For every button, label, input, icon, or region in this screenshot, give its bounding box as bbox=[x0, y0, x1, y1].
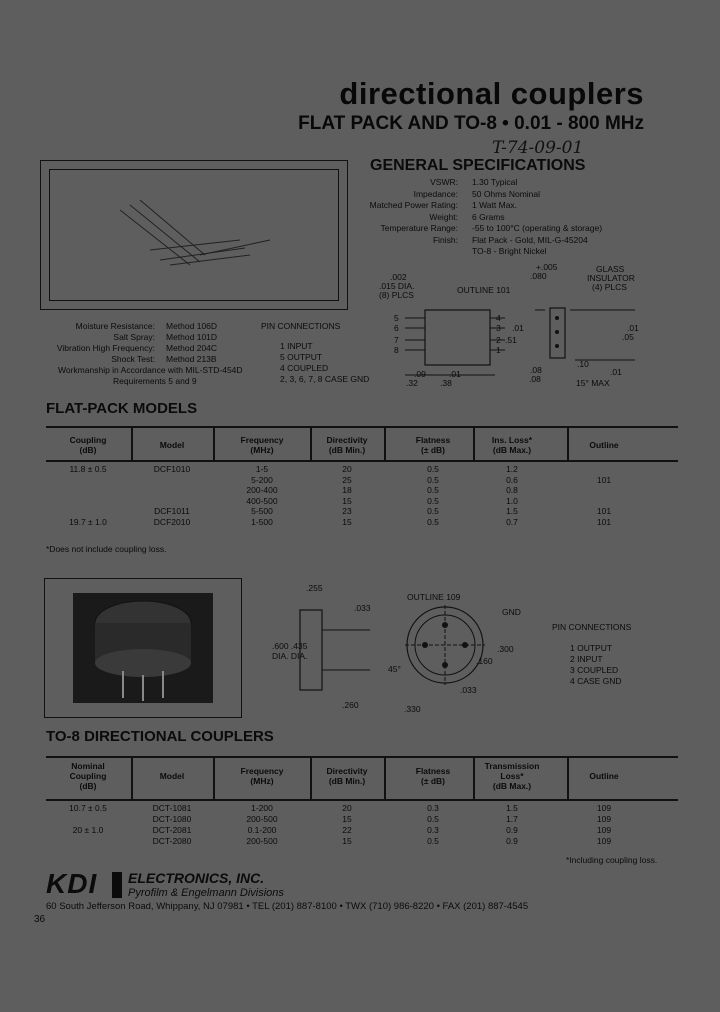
to8-dim-330: .330 bbox=[404, 704, 421, 714]
table-header-cell: (± dB) bbox=[420, 445, 446, 455]
flatpack-table-header-rule bbox=[46, 460, 678, 462]
env-test-label: Salt Spray: bbox=[113, 332, 155, 342]
table-cell: 109 bbox=[596, 836, 612, 846]
spec-label: Finish: bbox=[432, 234, 458, 245]
table-cell: 0.5 bbox=[427, 464, 439, 474]
table-cell: 15 bbox=[342, 495, 352, 506]
table-cell: 11.8 ± 0.5 bbox=[69, 464, 107, 474]
flatpack-pin-item-3: 4 COUPLED bbox=[280, 363, 329, 373]
table-cell: 15 bbox=[342, 814, 352, 824]
table-cell: 101 bbox=[596, 506, 612, 516]
table-cell: 101 bbox=[596, 516, 612, 527]
to8-pin-item-4: 4 CASE GND bbox=[570, 676, 622, 686]
flatpack-pin-item-2: 5 OUTPUT bbox=[280, 352, 323, 362]
flatpack-dim-dia: .015 DIA. bbox=[379, 281, 415, 291]
table-cell: DCF1011 bbox=[154, 506, 190, 516]
table-cell: 1.0 bbox=[506, 495, 518, 506]
table-cell: 5-500 bbox=[251, 506, 273, 516]
to8-photo-frame bbox=[44, 578, 242, 718]
table-cell: 20 ± 1.0 bbox=[72, 825, 104, 835]
flatpack-dim-05-right: .05 bbox=[622, 332, 634, 342]
table-header-cell: Outline bbox=[589, 771, 619, 781]
table-cell: 19.7 ± 1.0 bbox=[69, 516, 107, 527]
to8-pin-item-3: 3 COUPLED bbox=[570, 665, 619, 675]
table-cell: 1-200 bbox=[251, 803, 273, 813]
table-cell: 109 bbox=[596, 803, 612, 813]
table-cell: 1.2 bbox=[506, 464, 518, 474]
company-address: 60 South Jefferson Road, Whippany, NJ 07981 • TEL (201) 887-8100 • TWX (710) 986-8220 • FAX (201) 887-4545 bbox=[46, 901, 529, 912]
flatpack-pin-connections-title: PIN CONNECTIONS bbox=[261, 321, 341, 331]
table-cell: 18 bbox=[342, 485, 352, 495]
page-subtitle: FLAT PACK AND TO-8 • 0.01 - 800 MHz bbox=[298, 113, 644, 134]
to8-pin-connections-title: PIN CONNECTIONS bbox=[552, 622, 632, 632]
table-cell: 20 bbox=[342, 464, 352, 474]
spec-value: 50 Ohms Nominal bbox=[472, 188, 541, 199]
spec-value: Flat Pack - Gold, MIL-G-45204 bbox=[472, 234, 588, 245]
flatpack-dim-tol-1: .002 bbox=[390, 272, 407, 282]
env-test-value: Method 204C bbox=[166, 343, 218, 353]
flatpack-dim-01-far: .01 bbox=[610, 367, 622, 377]
table-header-cell: (dB) bbox=[79, 445, 97, 455]
flatpack-dim-08-b: .08 bbox=[529, 374, 541, 384]
table-header-cell: (± dB) bbox=[420, 776, 446, 786]
table-header-cell: (dB Max.) bbox=[492, 781, 532, 791]
table-cell: 109 bbox=[596, 814, 612, 824]
page-title: directional couplers bbox=[339, 76, 644, 111]
company-name: ELECTRONICS, INC. bbox=[128, 870, 265, 886]
table-cell: 1.5 bbox=[506, 506, 518, 516]
flatpack-dim-32: .32 bbox=[406, 378, 418, 388]
env-test-label: Moisture Resistance: bbox=[75, 321, 155, 331]
general-specs-title: GENERAL SPECIFICATIONS bbox=[370, 157, 586, 174]
flatpack-models-title: FLAT-PACK MODELS bbox=[46, 400, 198, 417]
env-test-value: Method 106D bbox=[166, 321, 218, 331]
to8-dim-260: .260 bbox=[342, 700, 359, 710]
spec-value: 6 Grams bbox=[472, 211, 505, 222]
table-header-cell: Nominal bbox=[71, 761, 105, 771]
table-cell: 400-500 bbox=[246, 495, 278, 506]
table-header-cell: (dB Min.) bbox=[328, 776, 366, 786]
table-header-cell: (MHz) bbox=[250, 776, 274, 786]
table-cell: 0.5 bbox=[427, 485, 439, 495]
flatpack-dim-08-mid: .08 bbox=[530, 365, 542, 375]
table-header-cell: Loss* bbox=[500, 771, 524, 781]
flatpack-plcs-label: (4) PLCS bbox=[592, 282, 627, 292]
to8-photo bbox=[73, 593, 213, 703]
table-cell: 0.9 bbox=[506, 825, 518, 835]
spec-value: 1 Watt Max. bbox=[472, 200, 518, 210]
table-cell: 1-500 bbox=[251, 516, 273, 527]
spec-label: Impedance: bbox=[413, 188, 458, 199]
table-header-cell: Frequency bbox=[240, 435, 284, 445]
to8-table-top-rule bbox=[46, 756, 678, 758]
env-test-value: Method 101D bbox=[166, 332, 218, 342]
table-cell: 0.1-200 bbox=[247, 825, 277, 835]
table-header-cell: Frequency bbox=[240, 766, 284, 776]
table-cell: DCF2010 bbox=[153, 516, 191, 527]
table-header-cell: Flatness bbox=[415, 766, 451, 776]
table-cell: 1.5 bbox=[506, 803, 518, 813]
table-cell: 25 bbox=[342, 474, 352, 485]
spec-label: Matched Power Rating: bbox=[369, 200, 458, 210]
table-cell: 200-400 bbox=[246, 485, 278, 495]
table-cell: DCT-1080 bbox=[152, 814, 192, 824]
flatpack-pin-5: 5 bbox=[394, 313, 399, 323]
env-test-label: Shock Test: bbox=[111, 354, 155, 364]
table-cell: 0.7 bbox=[506, 516, 518, 527]
flatpack-pin-8: 8 bbox=[394, 345, 399, 355]
table-cell: 0.9 bbox=[506, 836, 518, 846]
table-header-cell: Coupling bbox=[69, 435, 107, 445]
env-test-value: Method 213B bbox=[166, 354, 217, 364]
to8-outline-label: OUTLINE 109 bbox=[407, 592, 461, 602]
table-header-cell: Directivity bbox=[326, 435, 368, 445]
table-cell: 0.3 bbox=[427, 803, 439, 813]
table-cell: 0.5 bbox=[427, 495, 439, 506]
table-cell: 0.3 bbox=[427, 825, 439, 835]
kdi-logo-bar bbox=[112, 872, 122, 898]
table-header-cell: Outline bbox=[589, 440, 619, 450]
flatpack-dim-plcs: (8) PLCS bbox=[379, 290, 414, 300]
to8-table-header-rule bbox=[46, 799, 678, 801]
to8-dim-033-b: .033 bbox=[460, 685, 477, 695]
flatpack-pin-2: 2 bbox=[496, 335, 501, 345]
workmanship-line-2: Requirements 5 and 9 bbox=[113, 376, 197, 386]
table-cell: 10.7 ± 0.5 bbox=[69, 803, 107, 813]
table-header-cell: (MHz) bbox=[250, 445, 274, 455]
table-cell: 5-200 bbox=[251, 474, 273, 485]
table-cell: 0.5 bbox=[427, 836, 439, 846]
to8-pin-item-1: 1 OUTPUT bbox=[570, 643, 613, 653]
kdi-logo: KDI bbox=[46, 868, 98, 899]
table-header-cell: (dB Min.) bbox=[328, 445, 366, 455]
to8-dim-dia: .600 .435 bbox=[272, 641, 308, 651]
table-cell: DCT-2081 bbox=[152, 825, 192, 835]
to8-pin-item-2: 2 INPUT bbox=[570, 654, 603, 664]
table-header-cell: (dB) bbox=[79, 781, 97, 791]
table-cell: 0.5 bbox=[427, 814, 439, 824]
flatpack-dim-09: .09 bbox=[414, 369, 426, 379]
spec-value: -55 to 100°C (operating & storage) bbox=[472, 223, 603, 233]
table-cell: 101 bbox=[596, 474, 612, 485]
table-header-cell: (dB Max.) bbox=[492, 445, 532, 455]
table-header-cell: Flatness bbox=[415, 435, 451, 445]
flatpack-pin-item-4: 2, 3, 6, 7, 8 CASE GND bbox=[280, 374, 370, 384]
flatpack-insulator-label: INSULATOR bbox=[587, 273, 635, 283]
table-cell: 0.5 bbox=[427, 506, 439, 516]
table-cell: DCF1010 bbox=[153, 464, 191, 474]
flatpack-pin-1: 1 bbox=[496, 345, 501, 355]
flatpack-dim-10: .10 bbox=[577, 359, 589, 369]
table-cell: 109 bbox=[596, 825, 612, 835]
table-cell: 20 bbox=[342, 803, 352, 813]
to8-dim-255: .255 bbox=[306, 583, 323, 593]
to8-dim-033: .033 bbox=[354, 603, 371, 613]
table-header-cell: Coupling bbox=[69, 771, 107, 781]
flatpack-footnote: *Does not include coupling loss. bbox=[46, 544, 167, 554]
table-header-cell: Transmission bbox=[484, 761, 540, 771]
flatpack-dim-38: .38 bbox=[440, 378, 452, 388]
flatpack-dim-01-right: .01 bbox=[627, 323, 639, 333]
to8-dim-45: 45° bbox=[388, 664, 401, 674]
flatpack-pin-4: 4 bbox=[496, 313, 501, 323]
table-cell: 1.7 bbox=[506, 814, 518, 824]
page-number: 36 bbox=[34, 914, 46, 925]
table-cell: 15 bbox=[342, 516, 352, 527]
table-cell: 0.8 bbox=[506, 485, 518, 495]
flatpack-outline-label: OUTLINE 101 bbox=[457, 285, 511, 295]
flatpack-dim-01-mid: .01 bbox=[512, 323, 524, 333]
flatpack-glass-label: GLASS bbox=[596, 264, 625, 274]
table-cell: 23 bbox=[342, 506, 352, 516]
table-cell: 200-500 bbox=[246, 814, 278, 824]
flatpack-pin-3: 3 bbox=[496, 323, 501, 333]
table-cell: 1-5 bbox=[255, 464, 269, 474]
to8-models-title: TO-8 DIRECTIONAL COUPLERS bbox=[46, 728, 274, 745]
flatpack-dim-15max: 15° MAX bbox=[576, 378, 610, 388]
flatpack-pin-7: 7 bbox=[394, 335, 399, 345]
table-cell: DCT-2080 bbox=[152, 836, 192, 846]
flatpack-table-top-rule bbox=[46, 426, 678, 428]
spec-value: 1.30 Typical bbox=[472, 177, 518, 187]
table-header-cell: Ins. Loss* bbox=[491, 435, 533, 445]
table-header-cell: Directivity bbox=[326, 766, 368, 776]
flatpack-dim-tol-2: +.005 bbox=[536, 262, 558, 272]
table-cell: 200-500 bbox=[246, 836, 278, 846]
table-cell: DCT-1081 bbox=[152, 803, 192, 813]
spec-label: Temperature Range: bbox=[380, 223, 458, 233]
table-cell: 15 bbox=[342, 836, 352, 846]
flatpack-pin-6: 6 bbox=[394, 323, 399, 333]
to8-gnd-label: GND bbox=[502, 607, 521, 617]
flatpack-pin-item-1: 1 INPUT bbox=[280, 341, 313, 351]
flatpack-dim-51: .51 bbox=[505, 335, 517, 345]
table-cell: 0.5 bbox=[427, 516, 439, 527]
spec-label: VSWR: bbox=[430, 177, 458, 187]
table-cell: 22 bbox=[342, 825, 352, 835]
company-divisions: Pyrofilm & Engelmann Divisions bbox=[128, 887, 284, 899]
to8-dim-dia-label: DIA. DIA. bbox=[272, 651, 308, 661]
table-header-cell: Model bbox=[159, 440, 185, 450]
table-cell: 0.6 bbox=[506, 474, 518, 485]
to8-dim-300: .300 bbox=[497, 644, 514, 654]
to8-footnote: *Including coupling loss. bbox=[566, 855, 658, 865]
table-header-cell: Model bbox=[159, 771, 185, 781]
table-cell: 0.5 bbox=[427, 474, 439, 485]
to8-dim-160: .160 bbox=[476, 656, 493, 666]
env-test-label: Vibration High Frequency: bbox=[56, 343, 155, 353]
spec-label: Weight: bbox=[429, 211, 458, 222]
handwritten-code: T-74-09-01 bbox=[492, 138, 584, 158]
to8-can-image bbox=[73, 593, 213, 703]
flatpack-dim-080: .080 bbox=[530, 271, 547, 281]
workmanship-line-1: Workmanship in Accordance with MIL-STD-454D bbox=[58, 365, 243, 375]
spec-value: TO-8 - Bright Nickel bbox=[472, 246, 547, 256]
flatpack-dim-01-b: .01 bbox=[449, 369, 461, 379]
